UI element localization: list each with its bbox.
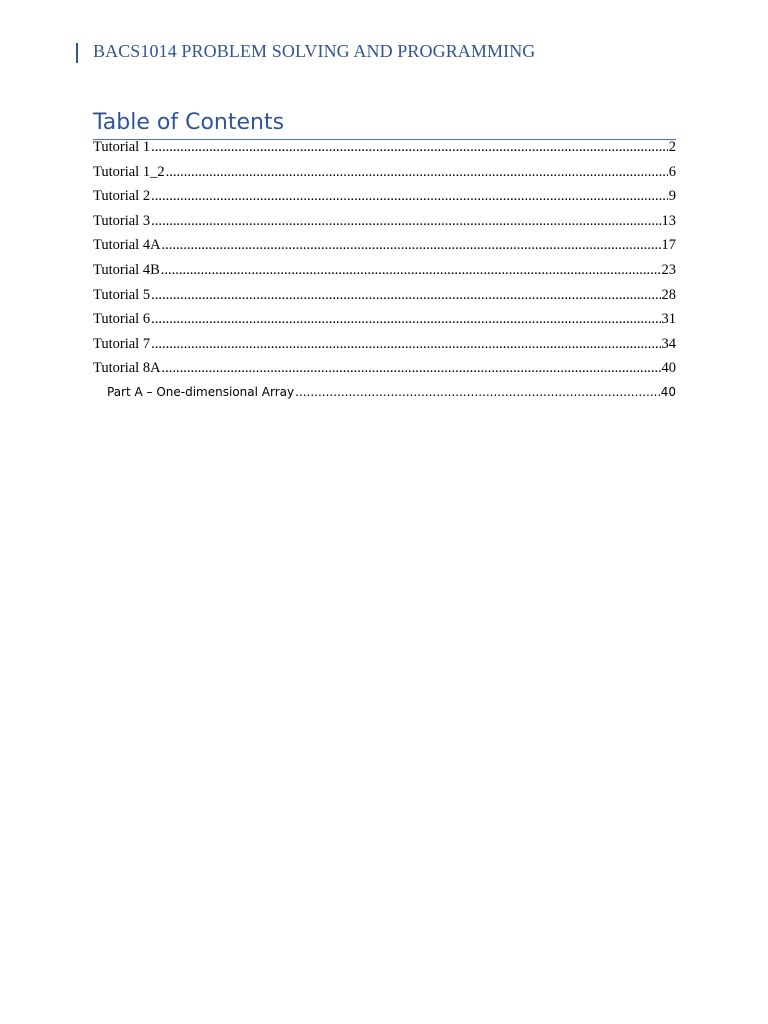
toc-dot-leader bbox=[162, 237, 661, 254]
toc-entry-page: 9 bbox=[668, 188, 676, 205]
toc-entry-page: 2 bbox=[668, 139, 676, 155]
toc-entry-page: 23 bbox=[661, 261, 676, 278]
toc-dot-leader bbox=[166, 164, 668, 181]
toc-entry-label: Tutorial 4A bbox=[93, 237, 161, 254]
toc-entry-tutorial-3[interactable] bbox=[93, 213, 676, 238]
toc-entry-label: Tutorial 4B bbox=[93, 261, 160, 278]
toc-entry-page: 40 bbox=[661, 360, 676, 377]
toc-entry-page: 40 bbox=[660, 384, 676, 399]
toc-dot-leader bbox=[151, 311, 660, 328]
toc-dot-leader bbox=[151, 287, 660, 304]
header-accent-bar bbox=[76, 43, 78, 63]
toc-entry-label: Tutorial 3 bbox=[93, 212, 151, 229]
toc-entry-label: Tutorial 8A bbox=[93, 360, 161, 377]
toc-entry-tutorial-8a[interactable] bbox=[93, 360, 676, 385]
toc-entry-page: 28 bbox=[661, 286, 676, 303]
toc-entry-tutorial-7[interactable] bbox=[93, 336, 676, 361]
toc-entry-tutorial-5[interactable] bbox=[93, 287, 676, 312]
toc-entry-label: Tutorial 7 bbox=[93, 335, 151, 352]
toc-entry-page: 17 bbox=[661, 237, 676, 254]
toc-entry-tutorial-6[interactable] bbox=[93, 311, 676, 336]
toc-list bbox=[93, 139, 676, 410]
toc-dot-leader bbox=[151, 336, 660, 353]
toc-entry-label: Tutorial 1_2 bbox=[93, 163, 165, 180]
toc-entry-label: Part A – One-dimensional Array bbox=[107, 384, 295, 399]
toc-entry-label: Tutorial 1 bbox=[93, 139, 151, 155]
toc-dot-leader bbox=[295, 385, 660, 399]
toc-dot-leader bbox=[162, 360, 661, 377]
toc-dot-leader bbox=[161, 262, 661, 279]
toc-entry-label: Tutorial 6 bbox=[93, 311, 151, 328]
toc-dot-leader bbox=[151, 188, 668, 205]
toc-entry-tutorial-1[interactable] bbox=[93, 139, 676, 164]
toc-entry-label: Tutorial 2 bbox=[93, 188, 151, 205]
toc-entry-page: 31 bbox=[661, 311, 676, 328]
toc-heading: Table of Contents bbox=[93, 108, 676, 140]
document-header-title: BACS1014 PROBLEM SOLVING AND PROGRAMMING bbox=[93, 41, 536, 61]
toc-entry-tutorial-1-2[interactable] bbox=[93, 164, 676, 189]
toc-entry-page: 34 bbox=[661, 335, 676, 352]
toc-entry-tutorial-2[interactable] bbox=[93, 188, 676, 213]
toc-dot-leader bbox=[151, 139, 668, 156]
toc-entry-tutorial-4a[interactable] bbox=[93, 237, 676, 262]
toc-entry-page: 13 bbox=[661, 212, 676, 229]
toc-subentry-part-a[interactable] bbox=[93, 385, 676, 410]
toc-entry-page: 6 bbox=[668, 163, 676, 180]
toc-dot-leader bbox=[151, 213, 660, 230]
toc-entry-label: Tutorial 5 bbox=[93, 286, 151, 303]
toc-entry-tutorial-4b[interactable] bbox=[93, 262, 676, 287]
